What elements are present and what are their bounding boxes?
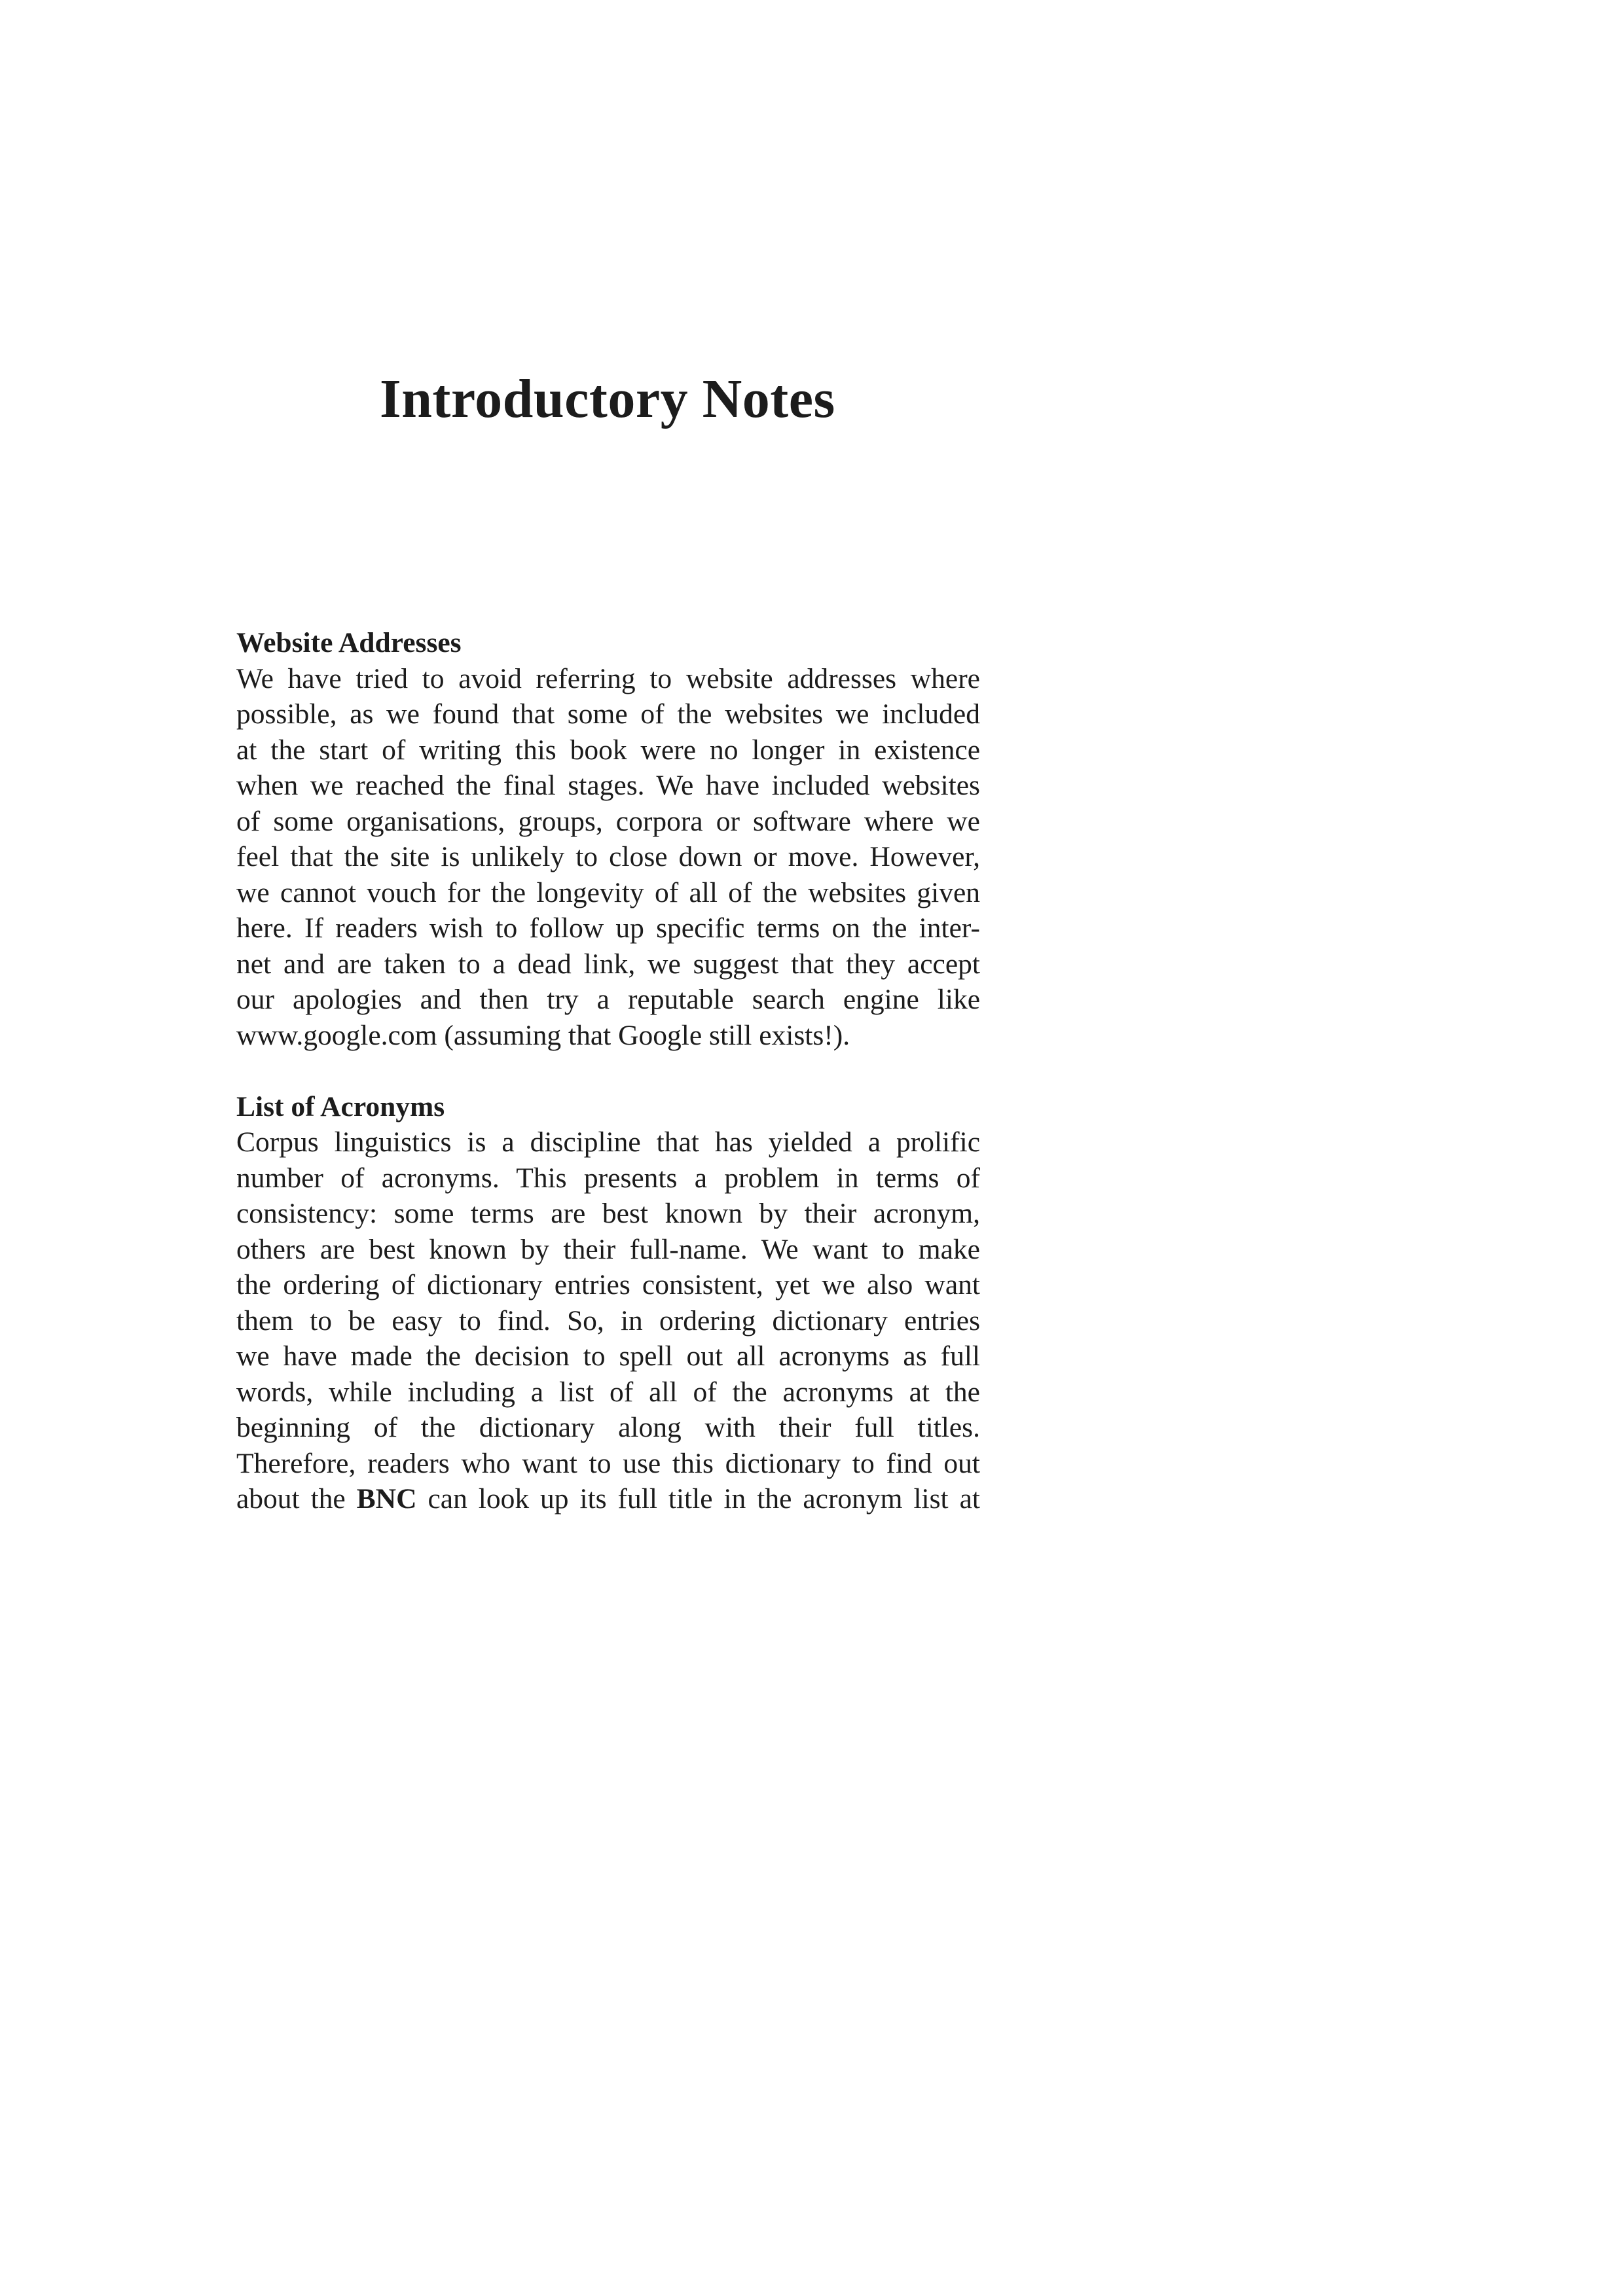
text-line: Corpus linguistics is a discipline that has yielded a prolific <box>236 1126 980 1158</box>
page-title: Introductory Notes <box>380 368 835 429</box>
section-list-of-acronyms <box>236 1089 980 1517</box>
text-line: We have tried to avoid referring to website addresses where <box>236 662 980 694</box>
body-text <box>236 625 980 1517</box>
text-line: www.google.com (assuming that Google still exists!). <box>236 1019 850 1051</box>
text-line: the ordering of dictionary entries consistent, yet we also want <box>236 1269 980 1300</box>
text-line: words, while including a list of all of the acronyms at the <box>236 1376 980 1408</box>
text-line: feel that the site is unlikely to close down or move. However, <box>236 841 980 872</box>
text-line: here. If readers wish to follow up specific terms on the inter- <box>236 912 980 944</box>
text-line: our apologies and then try a reputable search engine like <box>236 984 980 1015</box>
text-line-with-bold-term <box>236 1481 980 1517</box>
text-fragment: about the <box>236 1483 357 1515</box>
text-line: others are best known by their full-name. We want to make <box>236 1233 980 1265</box>
text-line: net and are taken to a dead link, we suggest that they accept <box>236 948 980 980</box>
text-line: beginning of the dictionary along with their full titles. <box>236 1412 980 1443</box>
text-line: at the start of writing this book were no longer in existence <box>236 734 980 766</box>
section-heading: Website Addresses <box>236 627 462 658</box>
acronym-term-bnc: BNC <box>356 1483 417 1515</box>
section-heading: List of Acronyms <box>236 1090 445 1122</box>
text-line: when we reached the final stages. We have included websites <box>236 770 980 801</box>
text-line: consistency: some terms are best known by their acronym, <box>236 1198 980 1229</box>
text-line: of some organisations, groups, corpora or software where we <box>236 805 980 837</box>
text-line: we cannot vouch for the longevity of all of the websites given <box>236 876 980 908</box>
text-line: number of acronyms. This presents a problem in terms of <box>236 1162 980 1194</box>
text-line: possible, as we found that some of the websites we included <box>236 698 980 730</box>
text-line: we have made the decision to spell out all acronyms as full <box>236 1340 980 1372</box>
text-fragment: can look up its full title in the acronym list at <box>416 1483 980 1515</box>
section-website-addresses <box>236 625 980 1053</box>
text-line: Therefore, readers who want to use this dictionary to find out <box>236 1447 980 1479</box>
section-spacer <box>236 1053 980 1089</box>
text-line: them to be easy to find. So, in ordering dictionary entries <box>236 1304 980 1336</box>
